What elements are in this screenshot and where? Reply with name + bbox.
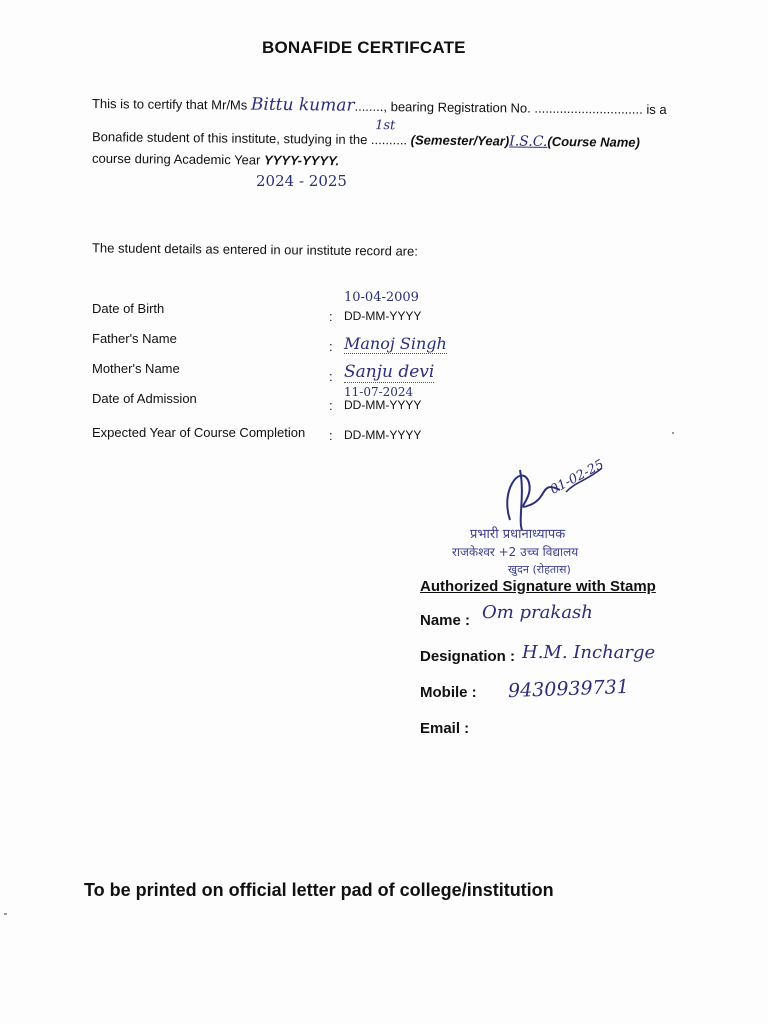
email-label: Email : [420,720,470,737]
student-name-handwritten: Bittu kumar [250,94,355,116]
completion-format: DD-MM-YYYY [344,428,422,442]
academic-year-handwritten: 2024 - 2025 [256,172,347,190]
name-value-handwritten: Om prakash [482,602,593,623]
father-label: Father's Name [92,331,177,346]
certify-line-1 [92,93,667,119]
dob-colon: : [329,309,333,324]
mobile-label: Mobile : [420,684,477,701]
name-label: Name : [420,612,471,629]
certificate-title: BONAFIDE CERTIFCATE [262,38,466,57]
mother-colon: : [329,369,333,384]
stamp-line-2: राजकेश्वर +2 उच्च विद्यालय [452,545,579,559]
dob-format: DD-MM-YYYY [344,309,422,323]
mother-value-handwritten: Sanju devi [344,362,435,382]
designation-label: Designation : [420,648,516,665]
dob-value-handwritten: 10-04-2009 [344,290,419,305]
footer-note: To be printed on official letter pad of college/institution [84,880,554,900]
certify-prefix: This is to certify that Mr/Ms [91,95,248,113]
speck [672,432,674,434]
admission-colon: : [329,398,333,413]
semester-dots: .......... [370,132,408,148]
admission-label: Date of Admission [92,391,197,406]
signature-heading: Authorized Signature with Stamp [420,578,656,595]
designation-value-handwritten: H.M. Incharge [522,642,656,663]
signature-date-handwritten: 01-02-25 [547,457,607,498]
certify-line-2 [91,118,640,151]
course-label: (Course Name) [547,133,640,150]
line3-prefix: course during Academic Year [91,150,265,168]
name-dots: ........ [354,98,384,115]
semester-label: (Semester/Year) [410,132,510,149]
course-value-handwritten: I.S.C. [509,133,548,150]
mother-label: Mother's Name [92,361,180,376]
father-value-handwritten: Manoj Singh [344,334,447,353]
admission-value-handwritten: 11-07-2024 [344,385,414,399]
line2-prefix: Bonafide student of this institute, studying in the [91,129,372,148]
father-colon: : [329,339,333,354]
completion-colon: : [329,428,333,443]
registration-text: , bearing Registration No. .............................. [383,99,643,117]
stamp-line-3: खुदन (रोहतास) [508,563,571,576]
speck [4,913,7,915]
stamp-line-1: प्रभारी प्रधानाध्यापक [470,527,566,542]
year-format: YYYY-YYYY. [263,152,340,169]
completion-label: Expected Year of Course Completion [92,425,306,440]
admission-format: DD-MM-YYYY [344,398,422,412]
mobile-value-handwritten: 9430939731 [507,675,630,703]
semester-value-handwritten: 1st [375,118,396,134]
details-intro: The student details as entered in our institute record are: [91,240,418,259]
certify-line-3 [92,151,339,169]
is-a-text: is a [646,101,667,118]
dob-label: Date of Birth [92,301,165,316]
